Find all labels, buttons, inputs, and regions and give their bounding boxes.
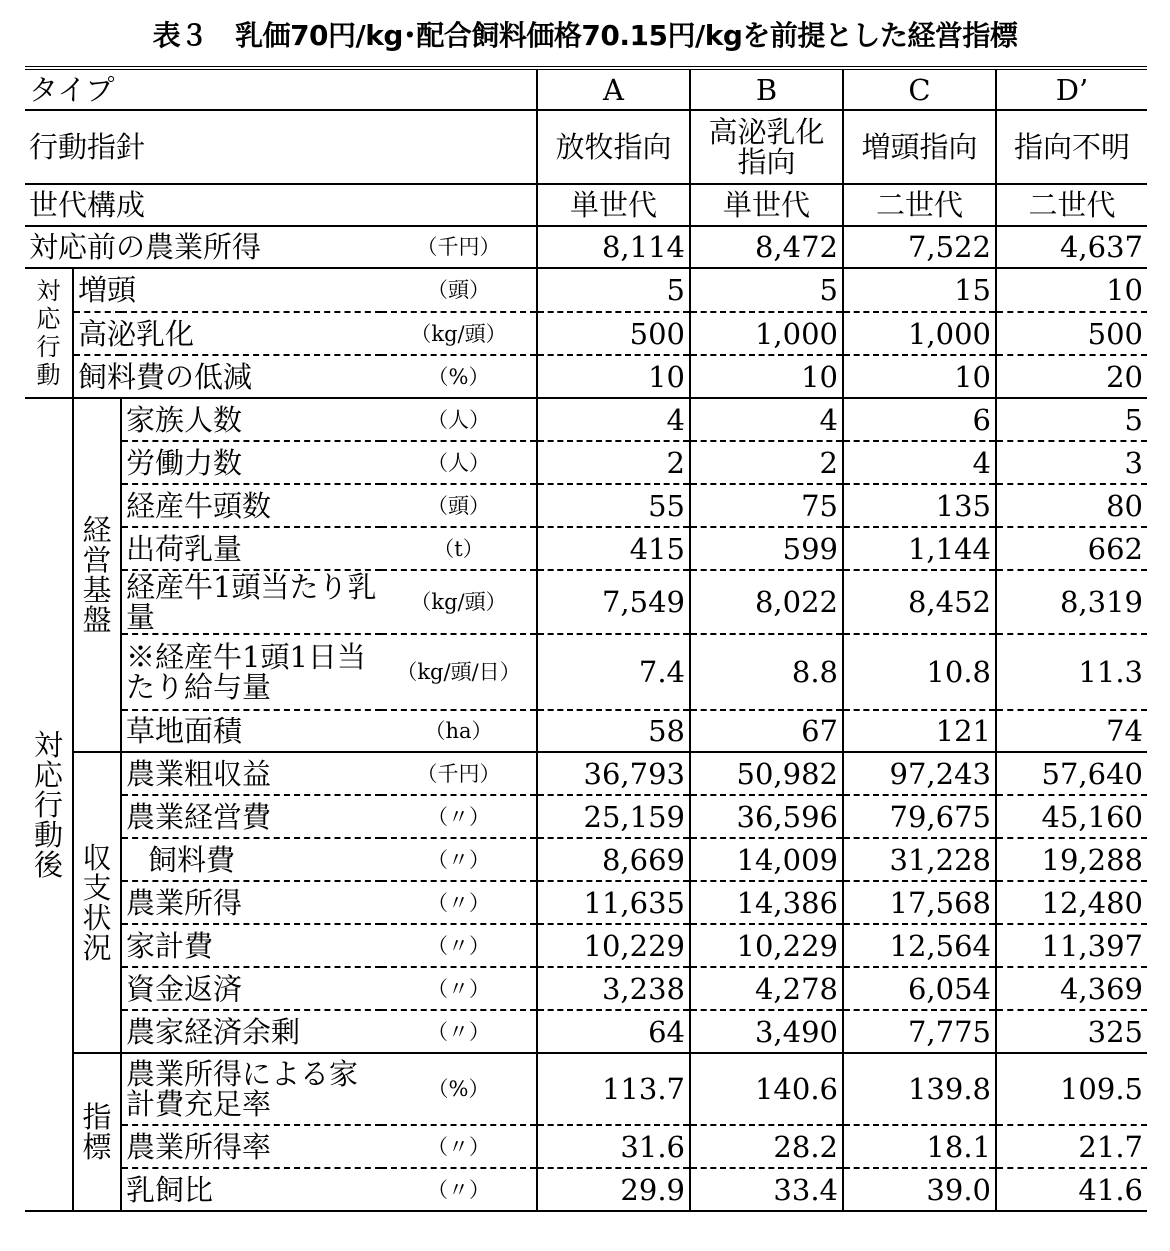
value-cell: 20	[1106, 359, 1143, 394]
table-row	[25, 967, 1147, 1010]
generation-row	[25, 184, 1147, 226]
value-cell: 97,243	[843, 752, 996, 795]
value-cell: 5	[690, 268, 843, 312]
type-c: C	[843, 68, 996, 110]
balance-group-label: 収支状況	[73, 752, 121, 1053]
row-label: 家族人数	[121, 398, 381, 441]
table-row	[25, 484, 1147, 527]
row-label: 飼料費	[121, 838, 381, 881]
value-cell: 45,160	[996, 795, 1147, 838]
generation-d: 二世代	[996, 184, 1147, 226]
value-cell: 21.7	[996, 1125, 1147, 1168]
row-label: 経産牛1頭当たり乳量	[121, 570, 381, 634]
value-cell: 500	[996, 312, 1147, 355]
table-row	[25, 838, 1147, 881]
row-label: 出荷乳量	[121, 527, 381, 570]
value-cell: 6,054	[843, 967, 996, 1010]
type-b: B	[690, 68, 843, 110]
value-cell: 10,229	[690, 924, 843, 967]
row-unit: （頭）	[381, 484, 537, 527]
value-cell: 80	[996, 484, 1147, 527]
value-cell: 1,144	[843, 527, 996, 570]
row-label: 経産牛頭数	[121, 484, 381, 527]
type-d: D’	[996, 68, 1147, 110]
value-cell: 7.4	[537, 634, 690, 710]
value-cell: 2	[537, 441, 690, 484]
row-label: 労働力数	[121, 441, 381, 484]
table-row	[25, 1125, 1147, 1168]
row-label: 農業経営費	[121, 795, 381, 838]
row-unit: （〃）	[381, 881, 537, 924]
value-cell: 599	[690, 527, 843, 570]
value-cell: 10.8	[843, 634, 996, 710]
value-cell: 12,564	[843, 924, 996, 967]
value-cell: 500	[537, 312, 690, 355]
row-unit: （〃）	[381, 924, 537, 967]
action-group-label: 対応行動	[25, 268, 73, 398]
table-title: 表３ 乳価70円/kg･配合飼料価格70.15円/kgを前提とした経営指標	[152, 19, 1018, 52]
generation-c: 二世代	[843, 184, 996, 226]
row-unit: （〃）	[381, 795, 537, 838]
value-cell: 8,452	[843, 570, 996, 634]
value-cell: 3,490	[690, 1010, 843, 1053]
value-cell: 10	[690, 355, 843, 398]
row-label: 乳飼比	[121, 1168, 381, 1211]
row-unit: （〃）	[381, 967, 537, 1010]
policy-c: 増頭指向	[843, 110, 996, 184]
value-cell: 10	[843, 355, 996, 398]
row-unit: （t）	[381, 527, 537, 570]
table-row	[25, 710, 1147, 752]
row-unit: （kg/頭/日）	[381, 634, 537, 710]
value-cell: 113.7	[537, 1053, 690, 1125]
row-unit: （〃）	[381, 1125, 537, 1168]
type-row	[25, 68, 1147, 110]
value-cell: 10,229	[537, 924, 690, 967]
policy-row	[25, 110, 1147, 184]
row-label: 草地面積	[126, 714, 243, 748]
value-cell: 64	[537, 1010, 690, 1053]
value-cell: 28.2	[690, 1125, 843, 1168]
row-unit: （〃）	[381, 1010, 537, 1053]
row-label: ※経産牛1頭1日当たり給与量	[121, 634, 381, 710]
value-cell: 8.8	[690, 634, 843, 710]
value-cell: 121	[843, 710, 996, 752]
table-row	[25, 1053, 1147, 1125]
after-group-label: 対応行動後	[25, 398, 73, 1211]
value-cell: 415	[537, 527, 690, 570]
row-unit: （kg/頭）	[381, 570, 537, 634]
generation-b: 単世代	[690, 184, 843, 226]
row-unit: （人）	[381, 398, 537, 441]
value-cell: 2	[690, 441, 843, 484]
pre-income-unit: （千円）	[381, 226, 537, 268]
value-cell: 8,022	[690, 570, 843, 634]
index-group-label: 指標	[73, 1053, 121, 1211]
value-cell: 79,675	[843, 795, 996, 838]
value-cell: 139.8	[843, 1053, 996, 1125]
value-cell: 4,637	[996, 226, 1147, 268]
value-cell: 50,982	[690, 752, 843, 795]
table-row	[25, 570, 1147, 634]
table-row	[25, 752, 1147, 795]
row-label: 増頭	[73, 268, 381, 312]
value-cell: 67	[690, 710, 843, 752]
policy-b: 高泌乳化指向	[690, 110, 843, 184]
table-row	[25, 441, 1147, 484]
row-label: 家計費	[121, 924, 381, 967]
table-row	[25, 924, 1147, 967]
value-cell: 7,522	[843, 226, 996, 268]
row-unit: （頭）	[381, 268, 537, 312]
row-label: 高泌乳化	[73, 312, 381, 355]
type-a: A	[537, 68, 690, 110]
value-cell: 19,288	[996, 838, 1147, 881]
type-label: タイプ	[25, 68, 537, 110]
table-row	[25, 527, 1147, 570]
table-row	[25, 398, 1147, 441]
value-cell: 10	[537, 355, 690, 398]
row-unit: （kg/頭）	[381, 312, 537, 355]
table-row	[25, 1010, 1147, 1053]
value-cell: 14,009	[690, 838, 843, 881]
value-cell: 57,640	[996, 752, 1147, 795]
row-label: 飼料費の低減	[78, 359, 253, 394]
pre-income-label: 対応前の農業所得	[25, 226, 381, 268]
value-cell: 5	[996, 398, 1147, 441]
value-cell: 7,775	[843, 1010, 996, 1053]
value-cell: 4	[843, 441, 996, 484]
row-unit: （〃）	[381, 838, 537, 881]
row-label: 農業粗収益	[121, 752, 381, 795]
value-cell: 74	[1106, 714, 1143, 748]
pre-income-row	[25, 226, 1147, 268]
value-cell: 29.9	[537, 1168, 690, 1211]
value-cell: 36,596	[690, 795, 843, 838]
value-cell: 10	[996, 268, 1147, 312]
value-cell: 1,000	[690, 312, 843, 355]
value-cell: 17,568	[843, 881, 996, 924]
value-cell: 6	[843, 398, 996, 441]
value-cell: 3,238	[537, 967, 690, 1010]
value-cell: 12,480	[996, 881, 1147, 924]
value-cell: 14,386	[690, 881, 843, 924]
row-label: 農業所得率	[121, 1125, 381, 1168]
value-cell: 58	[537, 710, 690, 752]
value-cell: 8,669	[537, 838, 690, 881]
value-cell: 109.5	[996, 1053, 1147, 1125]
row-label: 農業所得	[121, 881, 381, 924]
table-row	[25, 795, 1147, 838]
policy-label: 行動指針	[25, 110, 537, 184]
value-cell: 18.1	[843, 1125, 996, 1168]
value-cell: 325	[1087, 1014, 1143, 1049]
value-cell: 36,793	[537, 752, 690, 795]
value-cell: 135	[843, 484, 996, 527]
table-row	[25, 355, 1147, 398]
value-cell: 75	[690, 484, 843, 527]
row-unit: （人）	[381, 441, 537, 484]
row-unit: （千円）	[381, 752, 537, 795]
generation-a: 単世代	[537, 184, 690, 226]
table-row	[25, 312, 1147, 355]
value-cell: 39.0	[843, 1168, 996, 1211]
row-unit: （ha）	[381, 710, 537, 752]
value-cell: 11.3	[996, 634, 1147, 710]
value-cell: 7,549	[537, 570, 690, 634]
value-cell: 4	[690, 398, 843, 441]
value-cell: 8,472	[690, 226, 843, 268]
value-cell: 4	[537, 398, 690, 441]
generation-label: 世代構成	[25, 184, 537, 226]
value-cell: 5	[537, 268, 690, 312]
value-cell: 11,635	[537, 881, 690, 924]
table-row	[25, 268, 1147, 312]
row-unit: （〃）	[381, 1168, 537, 1211]
value-cell: 55	[537, 484, 690, 527]
row-label: 農家経済余剰	[126, 1014, 301, 1049]
table-row	[25, 1168, 1147, 1211]
policy-d: 指向不明	[996, 110, 1147, 184]
row-label: 資金返済	[121, 967, 381, 1010]
row-unit: （%）	[381, 355, 537, 398]
value-cell: 140.6	[690, 1053, 843, 1125]
value-cell: 3	[996, 441, 1147, 484]
value-cell: 8,114	[537, 226, 690, 268]
value-cell: 11,397	[996, 924, 1147, 967]
row-label: 農業所得による家計費充足率	[121, 1053, 381, 1125]
management-index-table	[25, 66, 1147, 1212]
policy-a: 放牧指向	[537, 110, 690, 184]
value-cell: 15	[843, 268, 996, 312]
table-row	[25, 634, 1147, 710]
base-group-label: 経営基盤	[73, 398, 121, 752]
value-cell: 662	[996, 527, 1147, 570]
value-cell: 31.6	[537, 1125, 690, 1168]
table-row	[25, 881, 1147, 924]
value-cell: 31,228	[843, 838, 996, 881]
value-cell: 4,369	[996, 967, 1147, 1010]
value-cell: 1,000	[843, 312, 996, 355]
value-cell: 4,278	[690, 967, 843, 1010]
value-cell: 41.6	[996, 1168, 1147, 1211]
value-cell: 25,159	[537, 795, 690, 838]
row-unit: （%）	[381, 1053, 537, 1125]
value-cell: 8,319	[996, 570, 1147, 634]
value-cell: 33.4	[690, 1168, 843, 1211]
